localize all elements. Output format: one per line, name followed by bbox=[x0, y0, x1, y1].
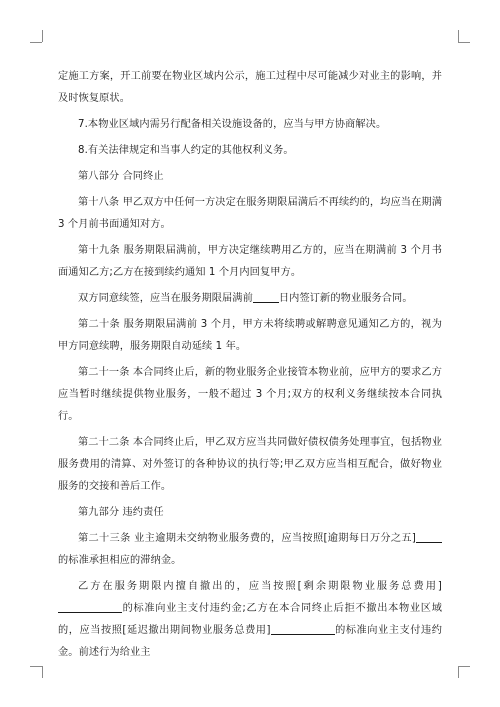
section-heading: 第九部分 违约责任 bbox=[78, 507, 164, 518]
paragraph: 第二十条 服务期限届满前 3 个月，甲方未将续聘或解聘意见通知乙方的，视为甲方同意续聘，服务期限自动延续 1 年。 bbox=[58, 319, 442, 352]
paragraph-text: 的标准向业主支付违约金;乙方在本合同终止后拒不撤出本物业区域的，应当按照[延迟撤出期间物业服务总费用] bbox=[58, 603, 442, 636]
fill-in-blank[interactable] bbox=[416, 530, 442, 543]
paragraph-text: 双方同意续签，应当在服务期限届满前 bbox=[78, 293, 253, 304]
paragraph-text: 乙方在服务期限内擅自撤出的，应当按照[剩余期限物业服务总费用] bbox=[78, 581, 442, 592]
paragraph bbox=[58, 528, 442, 572]
crop-mark-top-left-h bbox=[30, 42, 42, 43]
crop-mark-top-right-v bbox=[458, 30, 459, 42]
paragraph-text: 的标准承担相应的滞纳金。 bbox=[58, 555, 182, 566]
crop-mark-top-right-h bbox=[458, 42, 470, 43]
crop-mark-bottom-left-h bbox=[30, 666, 42, 667]
paragraph: 8.有关法律规定和当事人约定的其他权利义务。 bbox=[78, 145, 294, 156]
crop-mark-bottom-right-h bbox=[458, 666, 470, 667]
paragraph: 第十八条 甲乙双方中任何一方决定在服务期限届满后不再续约的，均应当在期满3 个月前书面通知对方。 bbox=[58, 197, 442, 230]
crop-mark-bottom-right-v bbox=[458, 666, 459, 678]
paragraph bbox=[58, 288, 442, 310]
paragraph-text: 的标准向业主支付违约金。前述行为给业主 bbox=[58, 625, 443, 658]
crop-mark-bottom-left-v bbox=[42, 666, 43, 678]
paragraph: 7.本物业区域内需另行配备相关设施设备的，应当与甲方协商解决。 bbox=[78, 119, 387, 130]
paragraph: 定施工方案，开工前要在物业区域内公示，施工过程中尽可能减少对业主的影响，并及时恢复原状。 bbox=[58, 71, 442, 104]
fill-in-blank[interactable] bbox=[58, 600, 122, 613]
fill-in-blank[interactable] bbox=[253, 290, 279, 303]
paragraph: 第二十一条 本合同终止后，新的物业服务企业接管本物业前，应甲方的要求乙方应当暂时继续提供物业服务，一般不超过 3 个月;双方的权利义务继续按本合同执行。 bbox=[58, 367, 442, 422]
section-heading: 第八部分 合同终止 bbox=[78, 171, 164, 182]
paragraph: 第二十二条 本合同终止后，甲乙双方应当共同做好债权债务处理事宜，包括物业服务费用的清算、对外签订的各种协议的执行等;甲乙双方应当相互配合，做好物业服务的交接和善后工作。 bbox=[58, 437, 442, 492]
paragraph-text: 日内签订新的物业服务合同。 bbox=[278, 293, 413, 304]
paragraph: 第十九条 服务期限届满前，甲方决定继续聘用乙方的，应当在期满前 3 个月书面通知乙方;乙方在接到续约通知 1 个月内回复甲方。 bbox=[58, 245, 442, 278]
paragraph bbox=[58, 576, 442, 664]
fill-in-blank[interactable] bbox=[271, 622, 335, 635]
crop-mark-top-left-v bbox=[42, 30, 43, 42]
document-body bbox=[58, 66, 442, 668]
paragraph-text: 第二十三条 业主逾期未交纳物业服务费的，应当按照[逾期每日万分之五] bbox=[78, 533, 416, 544]
